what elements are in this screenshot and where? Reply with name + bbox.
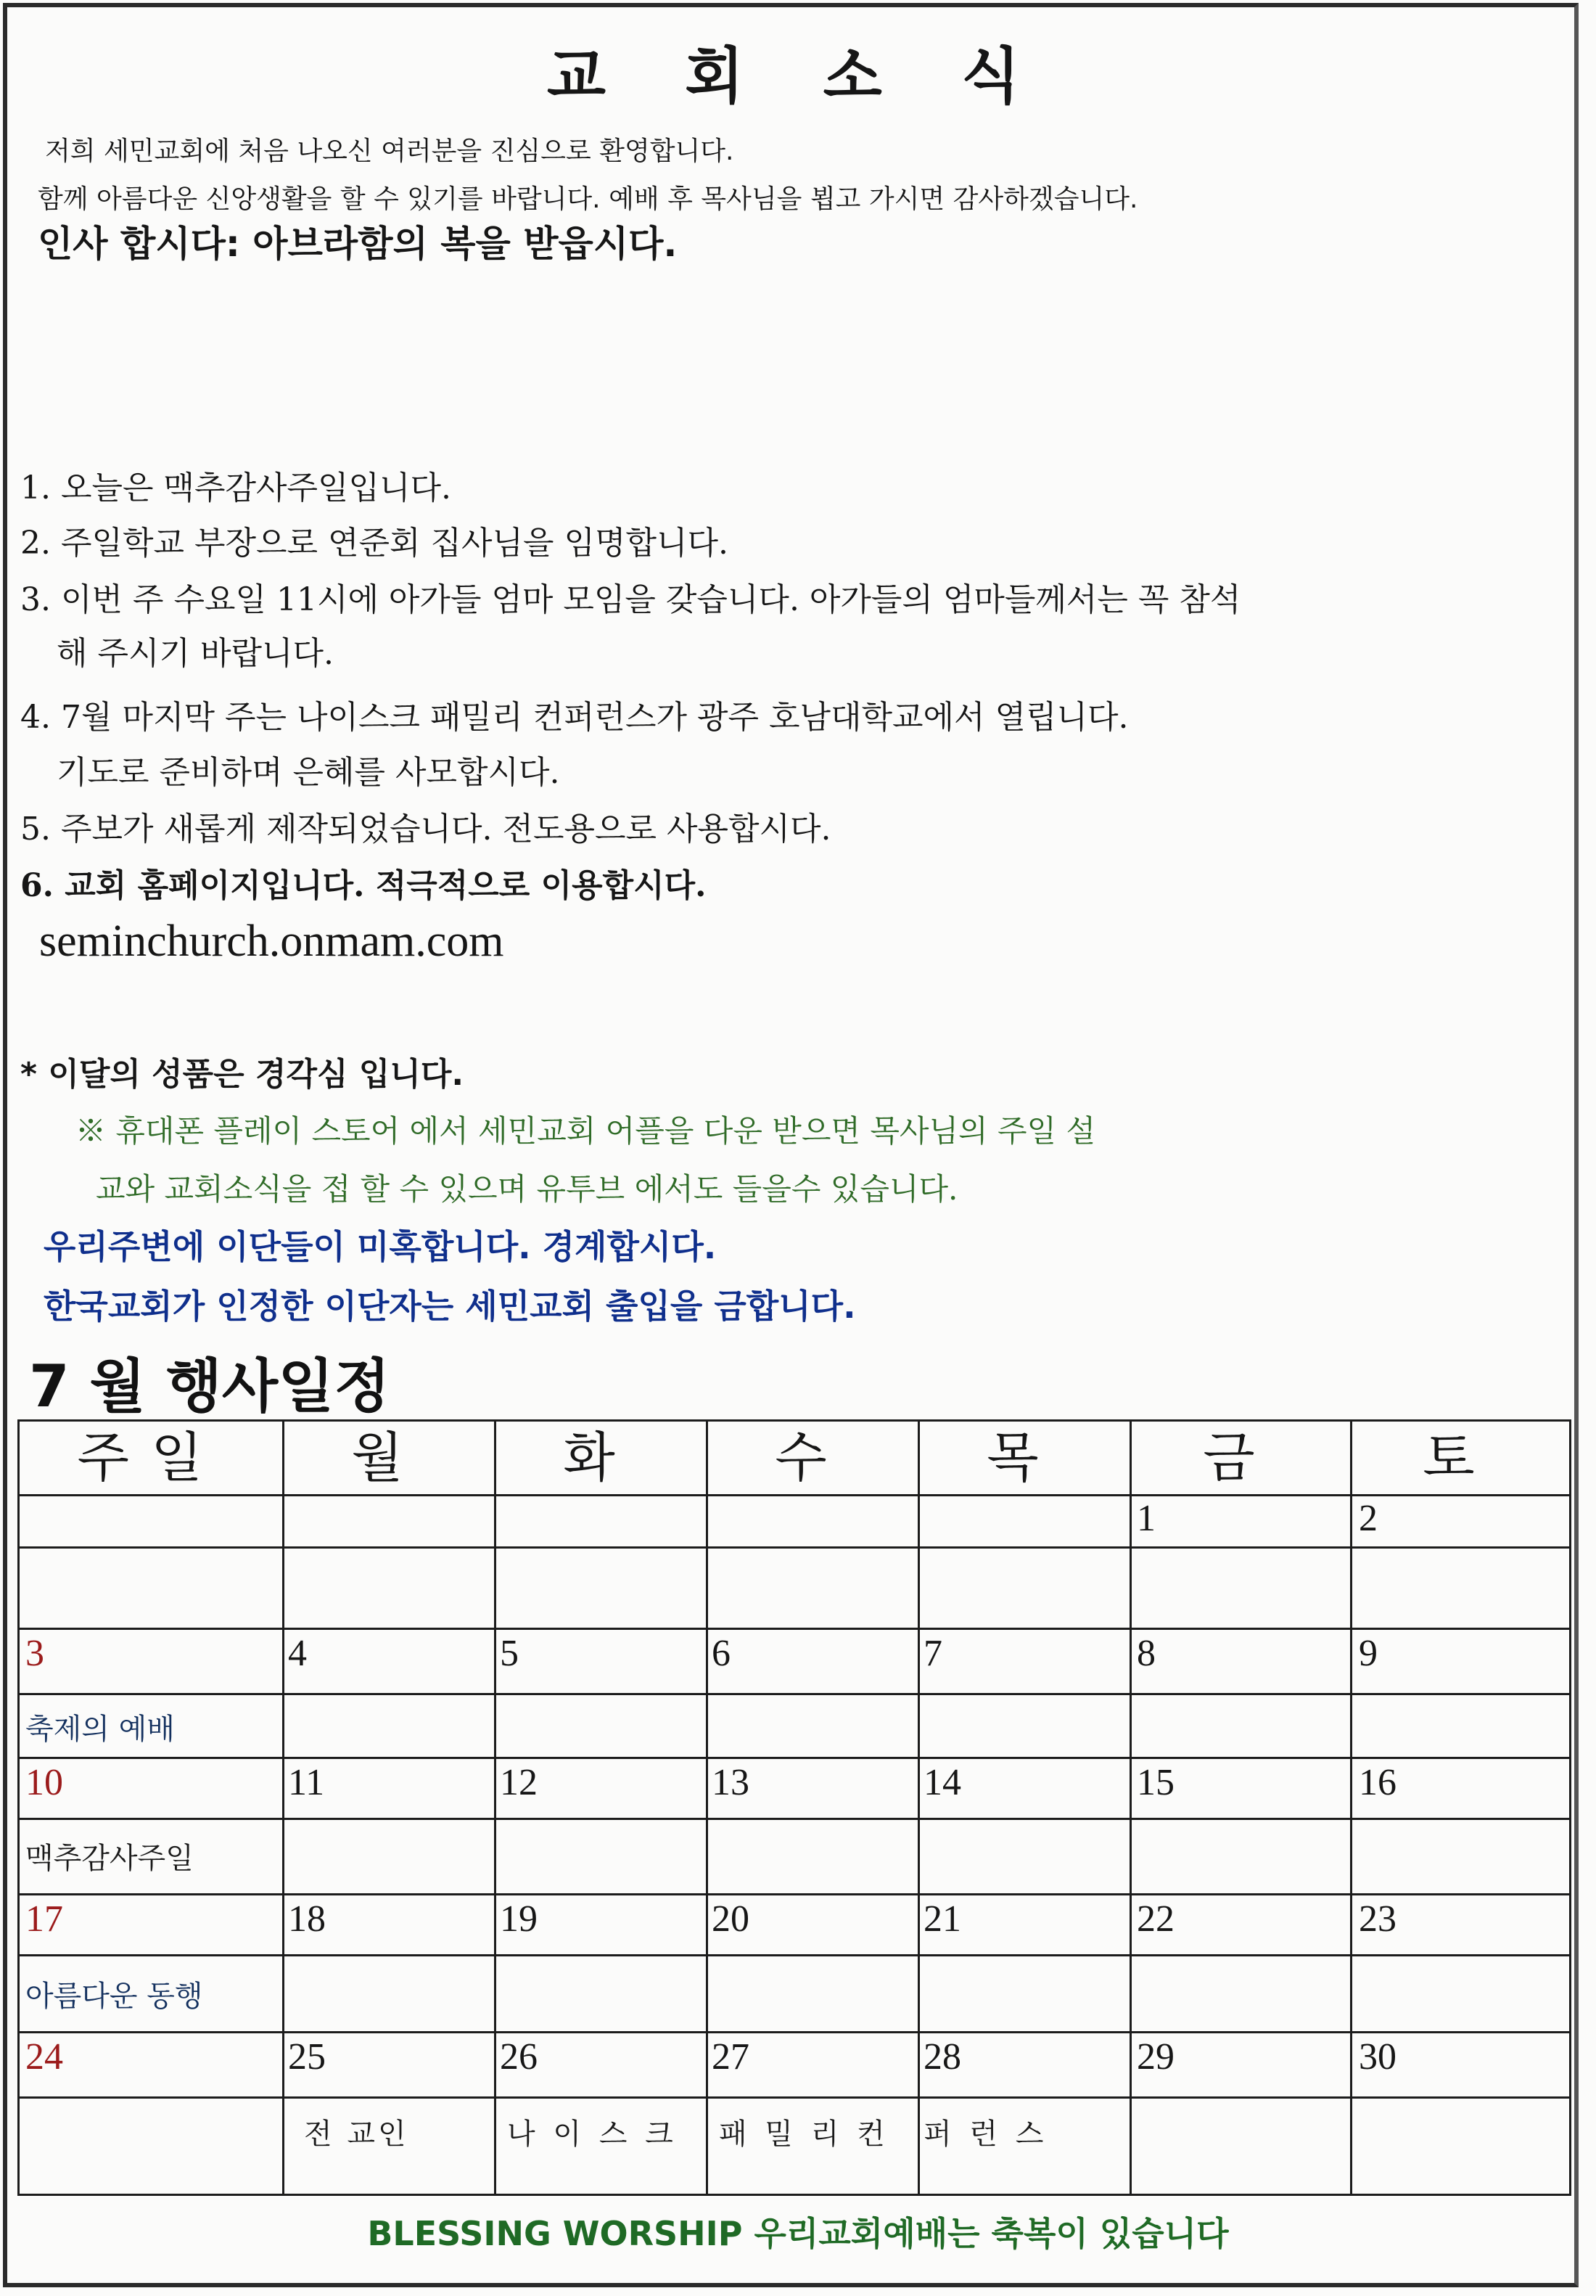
announcement-4: 4. 7월 마지막 주는 나이스크 패밀리 컨퍼런스가 광주 호남대학교에서 열립니다. xyxy=(20,699,1129,736)
announcement-1: 1. 오늘은 맥추감사주일입니다. xyxy=(20,470,451,507)
calendar-row-line xyxy=(20,1693,1569,1695)
greeting-line-2: 함께 아름다운 신앙생활을 할 수 있기를 바랍니다. 예배 후 목사님을 뵙고 가시면 감사하겠습니다. xyxy=(38,184,1138,214)
calendar-header-thu: 목 xyxy=(987,1427,1061,1489)
july-calendar xyxy=(17,1419,1571,2196)
sunday-note-week2: 축제의 예배 xyxy=(25,1713,175,1746)
day-8[interactable]: 8 xyxy=(1137,1633,1156,1674)
day-17[interactable]: 17 xyxy=(25,1898,63,1940)
day-15[interactable]: 15 xyxy=(1137,1762,1175,1803)
calendar-divider xyxy=(706,1422,708,2194)
warning-line-1: 우리주변에 이단들이 미혹합니다. 경계합시다. xyxy=(44,1227,717,1266)
announcement-4-cont: 기도로 준비하며 은혜를 사모합시다. xyxy=(57,754,560,791)
announcement-5: 5. 주보가 새롭게 제작되었습니다. 전도용으로 사용합시다. xyxy=(20,811,831,848)
calendar-row-line xyxy=(20,1546,1569,1549)
calendar-header-wed: 수 xyxy=(775,1427,849,1489)
day-14[interactable]: 14 xyxy=(924,1762,961,1803)
calendar-divider xyxy=(918,1422,920,2194)
calendar-header-sat: 토 xyxy=(1423,1427,1497,1489)
virtue-of-month: * 이달의 성품은 경각심 입니다. xyxy=(20,1056,464,1093)
day-25[interactable]: 25 xyxy=(288,2036,326,2078)
day-7[interactable]: 7 xyxy=(924,1633,942,1674)
calendar-row-line xyxy=(20,1628,1569,1630)
conference-note-tue: 나 이 스 크 xyxy=(507,2117,678,2151)
warning-line-2: 한국교회가 인정한 이단자는 세민교회 출입을 금합니다. xyxy=(44,1287,856,1326)
calendar-row-line xyxy=(20,2031,1569,2033)
day-4[interactable]: 4 xyxy=(288,1633,307,1674)
day-6[interactable]: 6 xyxy=(712,1633,731,1674)
day-27[interactable]: 27 xyxy=(712,2036,749,2078)
day-10[interactable]: 10 xyxy=(25,1762,63,1803)
page-title: 교 회 소 식 xyxy=(546,41,1050,112)
day-30[interactable]: 30 xyxy=(1359,2036,1396,2078)
day-21[interactable]: 21 xyxy=(924,1898,961,1940)
calendar-header-mon: 월 xyxy=(351,1427,425,1489)
calendar-row-line xyxy=(20,1818,1569,1820)
day-11[interactable]: 11 xyxy=(288,1762,325,1803)
day-2[interactable]: 2 xyxy=(1359,1498,1378,1539)
conference-note-wed: 패 밀 리 컨 xyxy=(719,2117,889,2151)
day-28[interactable]: 28 xyxy=(924,2036,961,2078)
day-19[interactable]: 19 xyxy=(500,1898,538,1940)
calendar-header-sun: 주일 xyxy=(77,1427,225,1489)
announcement-6: 6. 교회 홈페이지입니다. 적극적으로 이용합시다. xyxy=(20,867,707,904)
day-24[interactable]: 24 xyxy=(25,2036,63,2078)
day-5[interactable]: 5 xyxy=(500,1633,519,1674)
calendar-row-line xyxy=(20,2096,1569,2099)
calendar-header-tue: 화 xyxy=(563,1427,637,1489)
day-26[interactable]: 26 xyxy=(500,2036,538,2078)
day-13[interactable]: 13 xyxy=(712,1762,749,1803)
calendar-divider xyxy=(1350,1422,1352,2194)
day-18[interactable]: 18 xyxy=(288,1898,326,1940)
calendar-row-line xyxy=(20,1494,1569,1496)
sunday-note-week3: 맥추감사주일 xyxy=(25,1842,194,1875)
calendar-divider xyxy=(1130,1422,1132,2194)
day-22[interactable]: 22 xyxy=(1137,1898,1175,1940)
conference-note-mon: 전 교인 xyxy=(304,2117,409,2151)
day-9[interactable]: 9 xyxy=(1359,1633,1378,1674)
day-29[interactable]: 29 xyxy=(1137,2036,1175,2078)
calendar-row-line xyxy=(20,1954,1569,1956)
calendar-divider xyxy=(494,1422,496,2194)
greeting-line-1: 저희 세민교회에 처음 나오신 여러분을 진심으로 환영합니다. xyxy=(45,136,734,166)
announcement-3: 3. 이번 주 수요일 11시에 아가들 엄마 모임을 갖습니다. 아가들의 엄마들께서는 꼭 참석 xyxy=(20,581,1241,618)
announcement-2: 2. 주일학교 부장으로 연준회 집사님을 임명합니다. xyxy=(20,525,728,562)
calendar-header-fri: 금 xyxy=(1203,1427,1277,1489)
day-3[interactable]: 3 xyxy=(25,1633,44,1674)
calendar-divider xyxy=(282,1422,284,2194)
footer-blessing: BLESSING WORSHIP 우리교회예배는 축복이 있습니다 xyxy=(367,2214,1229,2253)
homepage-url[interactable]: seminchurch.onmam.com xyxy=(39,917,504,966)
greeting-line-3: 인사 합시다: 아브라함의 복을 받읍시다. xyxy=(38,223,678,265)
day-1[interactable]: 1 xyxy=(1137,1498,1156,1539)
day-16[interactable]: 16 xyxy=(1359,1762,1396,1803)
day-23[interactable]: 23 xyxy=(1359,1898,1396,1940)
app-notice-line-1: ※ 휴대폰 플레이 스토어 에서 세민교회 어플을 다운 받으면 목사님의 주일 설 xyxy=(75,1113,1096,1149)
calendar-row-line xyxy=(20,1757,1569,1759)
day-20[interactable]: 20 xyxy=(712,1898,749,1940)
day-12[interactable]: 12 xyxy=(500,1762,538,1803)
calendar-row-line xyxy=(20,1893,1569,1895)
announcement-3-cont: 해 주시기 바랍니다. xyxy=(57,635,334,672)
sunday-note-week4: 아름다운 동행 xyxy=(25,1980,203,2013)
schedule-title: 7 월 행사일정 xyxy=(29,1353,390,1420)
app-notice-line-2: 교와 교회소식을 접 할 수 있으며 유투브 에서도 들을수 있습니다. xyxy=(96,1171,958,1207)
conference-note-thu: 퍼 런 스 xyxy=(924,2117,1048,2151)
